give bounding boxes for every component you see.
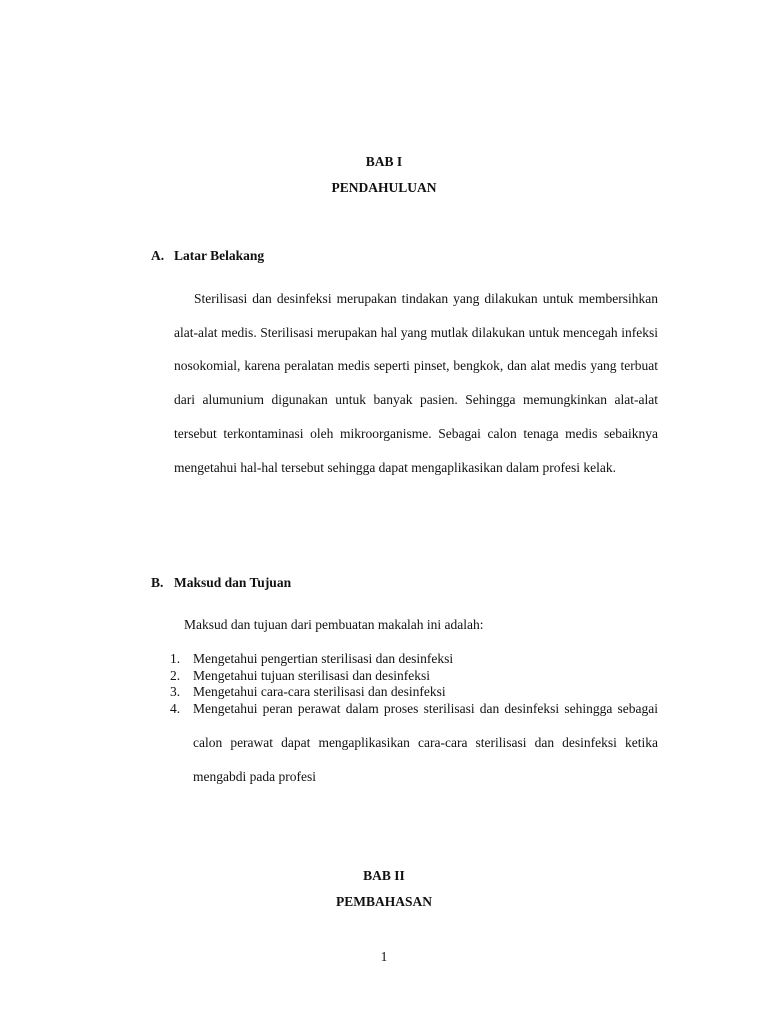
section-a-letter: A. xyxy=(151,248,165,263)
list-item xyxy=(170,651,658,668)
list-item xyxy=(170,668,658,685)
list-item-text: Mengetahui pengertian sterilisasi dan desinfeksi xyxy=(193,651,454,666)
list-item xyxy=(170,692,658,794)
section-a-paragraph xyxy=(174,282,658,484)
section-b-title: Maksud dan Tujuan xyxy=(174,575,292,590)
list-item-text: Mengetahui peran perawat dalam proses sterilisasi dan desinfeksi sehingga sebagai calon perawat dapat mengaplikasikan cara-cara sterilisasi dan desinfeksi ketika mengabdi pada profesi xyxy=(193,700,658,784)
section-a-paragraph-text: Sterilisasi dan desinfeksi merupakan tindakan yang dilakukan untuk membersihkan alat-alat medis. Sterilisasi merupakan hal yang mutlak dilakukan untuk mencegah infeksi nosokomial, karena peralatan medis seperti pinset, bengkok, dan alat medis yang terbuat dari alumunium digunakan untuk banyak pasien. Sehingga memungkinkan alat-alat tersebut terkontaminasi oleh mikroorganisme. Sebagai calon tenaga medis sebaiknya mengetahui hal-hal tersebut sehingga dapat mengaplikasikan dalam profesi kelak. xyxy=(174,291,658,475)
chapter-number: BAB II xyxy=(363,868,405,883)
section-b-letter: B. xyxy=(151,575,164,590)
list-item-number: 1. xyxy=(170,651,181,666)
chapter-title: PEMBAHASAN xyxy=(335,894,432,909)
list-item-number: 2. xyxy=(170,667,181,683)
chapter-number: BAB I xyxy=(365,154,403,169)
section-a-title: Latar Belakang xyxy=(174,248,265,263)
list-item-number: 3. xyxy=(170,684,181,699)
list-item-text: Mengetahui cara-cara sterilisasi dan desinfeksi xyxy=(193,684,446,699)
list-item-number: 4. xyxy=(170,700,181,716)
chapter-title: PENDAHULUAN xyxy=(331,180,437,195)
section-a-heading xyxy=(151,248,264,264)
objectives-list xyxy=(170,651,658,794)
section-b-intro: Maksud dan tujuan dari pembuatan makalah ini adalah: xyxy=(184,617,484,632)
list-item-text: Mengetahui tujuan sterilisasi dan desinfeksi xyxy=(193,667,430,683)
section-b-heading xyxy=(151,575,291,591)
page-number: 1 xyxy=(380,949,388,964)
